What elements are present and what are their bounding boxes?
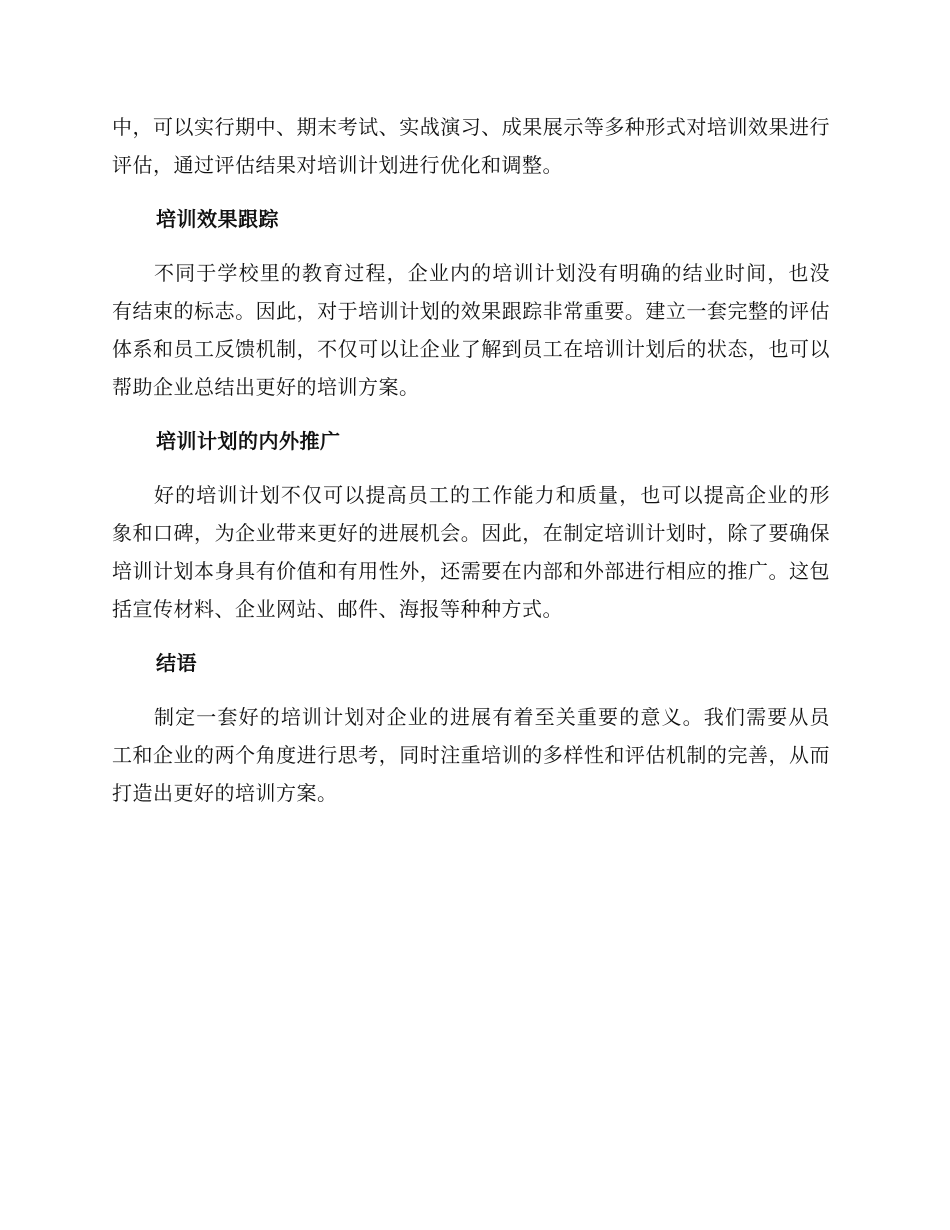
paragraph-evaluation-continued: 中，可以实行期中、期末考试、实战演习、成果展示等多种形式对培训效果进行评估，通过评估结果对培训计划进行优化和调整。 xyxy=(112,115,830,177)
document-body xyxy=(112,108,830,812)
paragraph-effect-tracking: 不同于学校里的教育过程，企业内的培训计划没有明确的结业时间，也没有结束的标志。因此，对于培训计划的效果跟踪非常重要。建立一套完整的评估体系和员工反馈机制，不仅可以让企业了解到员工在培训计划后的状态，也可以帮助企业总结出更好的培训方案。 xyxy=(112,261,830,399)
paragraph-conclusion: 制定一套好的培训计划对企业的进展有着至关重要的意义。我们需要从员工和企业的两个角度进行思考，同时注重培训的多样性和评估机制的完善，从而打造出更好的培训方案。 xyxy=(112,705,830,805)
heading-internal-external-promotion: 培训计划的内外推广 xyxy=(156,429,341,453)
heading-conclusion: 结语 xyxy=(156,651,197,675)
heading-training-effect-tracking: 培训效果跟踪 xyxy=(156,207,279,231)
paragraph-promotion: 好的培训计划不仅可以提高员工的工作能力和质量，也可以提高企业的形象和口碑，为企业带来更好的进展机会。因此，在制定培训计划时，除了要确保培训计划本身具有价值和有用性外，还需要在内部和外部进行相应的推广。这包括宣传材料、企业网站、邮件、海报等种种方式。 xyxy=(112,483,830,621)
